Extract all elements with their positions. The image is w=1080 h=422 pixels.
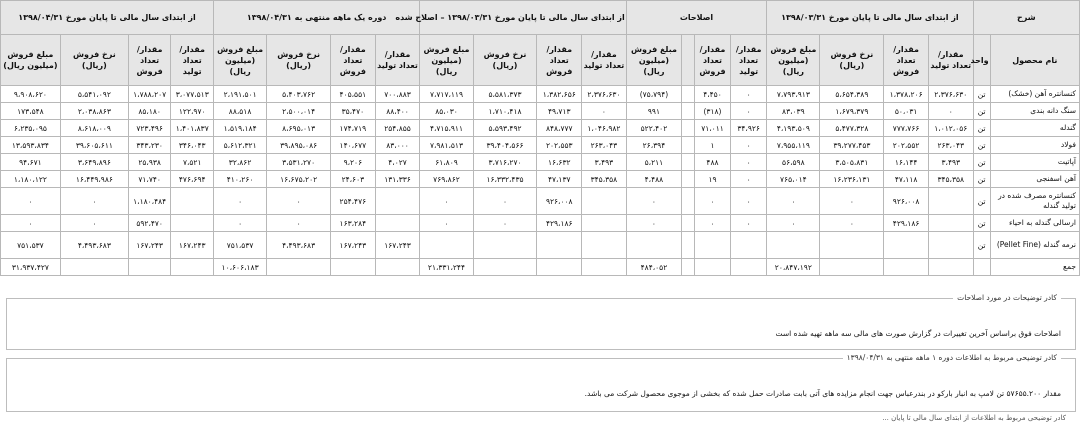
value-cell	[682, 86, 695, 103]
value-cell: ۳۴۳،۲۳۰	[128, 137, 171, 154]
value-cell: ۰	[473, 188, 537, 215]
value-cell: ۸۸،۴۰۰	[375, 103, 420, 120]
col-production-qty: مقدار/تعداد تولید	[582, 35, 627, 86]
value-cell: ۷،۵۲۱	[171, 154, 214, 171]
value-cell: ۵،۵۴۱،۰۹۲	[60, 86, 128, 103]
value-cell: ۷۱،۰۱۱	[694, 120, 730, 137]
header-month-0431: دوره یک ماهه منتهی به ۱۳۹۸/۰۴/۳۱	[213, 1, 419, 35]
value-cell: ۱،۱۸۰،۴۸۴	[128, 188, 171, 215]
table-row-total	[1, 259, 1080, 276]
value-cell: ۴۱۰،۲۶۰	[213, 171, 266, 188]
value-cell	[928, 232, 973, 259]
col-sales-qty: مقدار/تعداد فروش	[694, 35, 730, 86]
value-cell: ۲۴،۶۰۳	[331, 171, 376, 188]
col-sales-rate: نرخ فروش (ریال)	[820, 35, 884, 86]
value-cell: ۲۵۴،۴۷۶	[331, 188, 376, 215]
value-cell: ۴،۷۱۵،۹۱۱	[420, 120, 473, 137]
col-sales-rate: نرخ فروش (ریال)	[267, 35, 331, 86]
value-cell: ۱،۳۷۸،۲۰۶	[884, 86, 929, 103]
unit-cell: تن	[973, 232, 990, 259]
value-cell: ۱،۶۷۹،۳۷۹	[820, 103, 884, 120]
product-name-cell: کنسانتره مصرف شده در تولید گندله	[990, 188, 1079, 215]
product-name-cell: آپاتیت	[990, 154, 1079, 171]
unit-cell: تن	[973, 137, 990, 154]
value-cell: ۵،۶۵۴،۳۸۹	[820, 86, 884, 103]
value-cell: ۱۳۱،۳۳۶	[375, 171, 420, 188]
value-cell: ۰	[267, 215, 331, 232]
value-cell	[928, 188, 973, 215]
value-cell: ۰	[60, 188, 128, 215]
value-cell: ۲۰۲،۵۵۲	[884, 137, 929, 154]
col-sales-amount: مبلغ فروش (میلیون ریال)	[1, 35, 61, 86]
total-label: جمع	[990, 259, 1079, 276]
value-cell: ۰	[694, 215, 730, 232]
value-cell: ۳،۶۴۹،۸۹۶	[60, 154, 128, 171]
value-cell	[682, 120, 695, 137]
value-cell: ۰	[820, 215, 884, 232]
value-cell	[682, 154, 695, 171]
value-cell: ۸۵،۱۸۰	[128, 103, 171, 120]
value-cell: ۳،۰۷۷،۵۱۳	[171, 86, 214, 103]
table-row	[1, 188, 1080, 215]
table-body	[1, 86, 1080, 276]
value-cell	[582, 215, 627, 232]
table-row	[1, 232, 1080, 259]
adjustments-note-text: اصلاحات فوق براساس آخرین تغییرات در گزارش صورت های مالی سه ماهه تهیه شده است	[775, 329, 1061, 338]
value-cell: ۱۷۳،۵۴۸	[1, 103, 61, 120]
value-cell: ۳،۷۱۶،۲۷۰	[473, 154, 537, 171]
value-cell: ۱،۷۸۸،۲۰۷	[128, 86, 171, 103]
table-row	[1, 171, 1080, 188]
footer-note-title: کادر توضیحی مربوط به اطلاعات از ابتدای سال مالی تا پایان ...	[882, 414, 1066, 422]
value-cell: ۱۶،۲۳۶،۱۳۱	[820, 171, 884, 188]
value-cell: ۷،۹۵۵،۱۱۹	[767, 137, 820, 154]
total-amount-0431: ۳۱،۹۳۷،۴۲۷	[1, 259, 61, 276]
col-sales-rate: نرخ فروش (ریال)	[60, 35, 128, 86]
value-cell: ۳۹،۴۰۴،۵۶۶	[473, 137, 537, 154]
unit-cell: تن	[973, 86, 990, 103]
value-cell: ۱۶،۴۴۹،۹۸۶	[60, 171, 128, 188]
col-sales-qty: مقدار/تعداد فروش	[331, 35, 376, 86]
value-cell: ۳۹،۶۰۵،۶۱۱	[60, 137, 128, 154]
col-production-qty: مقدار/تعداد تولید	[731, 35, 767, 86]
total-amount-0331: ۲۰،۸۴۷،۱۹۲	[767, 259, 820, 276]
value-cell: ۴،۴۸۸	[626, 171, 681, 188]
value-cell: ۱۶۳،۲۸۴	[331, 215, 376, 232]
col-sales-qty: مقدار/تعداد فروش	[537, 35, 582, 86]
value-cell: ۱۶،۱۴۴	[884, 154, 929, 171]
value-cell: ۱،۰۱۲،۰۵۶	[928, 120, 973, 137]
value-cell: ۰	[420, 188, 473, 215]
value-cell: (۷۵،۷۹۴)	[626, 86, 681, 103]
header-period-0331-adjusted: از ابتدای سال مالی تا پایان مورخ ۱۳۹۸/۰۳/۳۱ – اصلاح شده	[420, 1, 626, 35]
value-cell: ۷،۷۱۷،۱۱۹	[420, 86, 473, 103]
product-name-cell: گندله	[990, 120, 1079, 137]
value-cell: ۱۶۷،۲۴۳	[375, 232, 420, 259]
value-cell: ۷۵۱،۵۳۷	[213, 232, 266, 259]
value-cell: ۱،۱۸۰،۱۲۲	[1, 171, 61, 188]
value-cell: ۷۰۰،۸۸۳	[375, 86, 420, 103]
value-cell: ۳،۵۰۵،۸۳۱	[820, 154, 884, 171]
month-note-text: مقدار ۵۷۶۵۵.۲۰۰ تن لامپ به انبار بارکو در بندرعباس جهت انجام مزایده های آتی بابت صادرات حمل شده که بخشی از موجوی محصول شرکت می باشد.	[584, 389, 1061, 398]
value-cell: ۰	[731, 154, 767, 171]
value-cell: ۵،۴۰۳،۷۶۲	[267, 86, 331, 103]
value-cell: ۴،۱۹۳،۵۰۹	[767, 120, 820, 137]
col-sales-qty: مقدار/تعداد فروش	[128, 35, 171, 86]
value-cell	[884, 232, 929, 259]
value-cell: ۵۶،۵۹۸	[767, 154, 820, 171]
value-cell: ۲،۳۷۶،۶۳۰	[928, 86, 973, 103]
value-cell: ۴۹،۷۱۳	[537, 103, 582, 120]
product-name-cell: آهن اسفنجی	[990, 171, 1079, 188]
value-cell: ۳۴۵،۳۵۸	[928, 171, 973, 188]
value-cell: ۵۲۲،۴۰۲	[626, 120, 681, 137]
value-cell: ۸۸،۵۱۸	[213, 103, 266, 120]
month-note-title: کادر توضیحی مربوط به اطلاعات دوره ۱ ماهه منتهی به ۱۳۹۸/۰۴/۳۱	[843, 353, 1061, 362]
col-sales-amount: مبلغ فروش (میلیون ریال)	[626, 35, 681, 86]
value-cell: ۹۹۱	[626, 103, 681, 120]
value-cell: ۶۱،۸۰۹	[420, 154, 473, 171]
value-cell: (۳۱۸)	[694, 103, 730, 120]
value-cell: ۲،۱۹۱،۵۰۱	[213, 86, 266, 103]
value-cell: ۴۷،۱۱۸	[884, 171, 929, 188]
value-cell: ۵۹۲،۴۷۰	[128, 215, 171, 232]
value-cell: ۹۴،۶۷۱	[1, 154, 61, 171]
table-row	[1, 86, 1080, 103]
value-cell: ۳۵،۴۷۰	[331, 103, 376, 120]
value-cell: ۲،۵۰۰،۰۱۴	[267, 103, 331, 120]
value-cell	[682, 103, 695, 120]
value-cell: ۱،۵۱۹،۱۸۴	[213, 120, 266, 137]
value-cell: ۱۶،۳۳۲،۴۳۵	[473, 171, 537, 188]
value-cell	[694, 232, 730, 259]
value-cell	[820, 232, 884, 259]
adjustments-note-box	[6, 293, 1076, 350]
total-amount-adjusted: ۲۱،۳۳۱،۲۴۴	[420, 259, 473, 276]
value-cell: ۷،۷۹۳،۹۱۳	[767, 86, 820, 103]
value-cell	[171, 188, 214, 215]
product-name-cell: فولاد	[990, 137, 1079, 154]
value-cell	[420, 232, 473, 259]
value-cell: ۳،۴۹۳	[928, 154, 973, 171]
value-cell: ۰	[267, 188, 331, 215]
value-cell: ۳۴۶،۰۴۳	[171, 137, 214, 154]
table-row	[1, 120, 1080, 137]
col-sales-rate	[682, 35, 695, 86]
value-cell: ۲۰۲،۵۵۳	[537, 137, 582, 154]
value-cell: ۵،۵۹۳،۴۹۲	[473, 120, 537, 137]
value-cell: ۰	[626, 188, 681, 215]
value-cell: ۱۲۲،۹۷۰	[171, 103, 214, 120]
value-cell: ۹،۲۰۶	[331, 154, 376, 171]
value-cell: ۴۰۵،۵۵۱	[331, 86, 376, 103]
value-cell: ۹۲۶،۰۰۸	[884, 188, 929, 215]
value-cell: ۳۴،۹۲۶	[731, 120, 767, 137]
value-cell	[537, 232, 582, 259]
value-cell: ۵۰،۰۳۱	[884, 103, 929, 120]
header-adjustments: اصلاحات	[626, 1, 766, 35]
table-row	[1, 154, 1080, 171]
value-cell: ۷۱،۷۴۰	[128, 171, 171, 188]
value-cell: ۰	[820, 188, 884, 215]
value-cell: ۱۶،۶۷۵،۲۰۲	[267, 171, 331, 188]
col-sales-rate: نرخ فروش (ریال)	[473, 35, 537, 86]
value-cell: ۰	[213, 188, 266, 215]
unit-cell: تن	[973, 171, 990, 188]
unit-cell: تن	[973, 154, 990, 171]
value-cell: ۱۹	[694, 171, 730, 188]
value-cell: ۰	[731, 215, 767, 232]
table-row	[1, 137, 1080, 154]
value-cell: ۱۶۷،۲۴۳	[331, 232, 376, 259]
value-cell: ۴،۴۵۰	[694, 86, 730, 103]
value-cell: ۰	[1, 188, 61, 215]
value-cell	[375, 188, 420, 215]
product-name-cell: ارسالی گندله به احیاء	[990, 215, 1079, 232]
col-production-qty: مقدار/تعداد تولید	[928, 35, 973, 86]
value-cell: ۶،۲۳۵،۰۹۵	[1, 120, 61, 137]
value-cell: ۴۲۹،۱۸۶	[884, 215, 929, 232]
value-cell: ۰	[420, 215, 473, 232]
value-cell	[682, 171, 695, 188]
value-cell	[928, 215, 973, 232]
value-cell: ۳،۴۹۳	[582, 154, 627, 171]
unit-cell: تن	[973, 215, 990, 232]
value-cell: ۱،۳۸۲،۶۵۶	[537, 86, 582, 103]
value-cell: ۹،۹۰۸،۶۲۰	[1, 86, 61, 103]
value-cell: ۳۴۵،۳۵۸	[582, 171, 627, 188]
value-cell: ۰	[731, 86, 767, 103]
value-cell: ۰	[1, 215, 61, 232]
value-cell: ۱،۷۱۰،۴۱۸	[473, 103, 537, 120]
value-cell: ۷،۹۸۱،۵۱۳	[420, 137, 473, 154]
month-note-box	[6, 353, 1076, 412]
product-name-cell: سنگ دانه بندی	[990, 103, 1079, 120]
value-cell	[682, 232, 695, 259]
product-name-cell: کنسانتره آهن (خشک)	[990, 86, 1079, 103]
total-amount-month: ۱۰،۶۰۶،۱۸۳	[213, 259, 266, 276]
col-sales-amount: مبلغ فروش (میلیون ریال)	[213, 35, 266, 86]
adjustments-note-title: کادر توضیحات در مورد اصلاحات	[953, 293, 1061, 302]
value-cell: ۱۶،۶۳۲	[537, 154, 582, 171]
value-cell: ۲۵،۹۳۸	[128, 154, 171, 171]
value-cell	[171, 215, 214, 232]
value-cell: ۱۳،۵۹۳،۸۳۴	[1, 137, 61, 154]
value-cell: ۲۶۳،۰۴۳	[928, 137, 973, 154]
value-cell: ۷۶۹،۸۶۲	[420, 171, 473, 188]
value-cell	[682, 137, 695, 154]
value-cell: ۰	[473, 215, 537, 232]
col-sales-amount: مبلغ فروش (میلیون ریال)	[767, 35, 820, 86]
value-cell: ۰	[731, 103, 767, 120]
value-cell: ۴۷۶،۶۹۴	[171, 171, 214, 188]
value-cell: ۰	[626, 215, 681, 232]
value-cell: ۵،۶۱۲،۳۲۱	[213, 137, 266, 154]
value-cell: ۰	[694, 188, 730, 215]
value-cell: ۱۴۰،۶۷۷	[331, 137, 376, 154]
value-cell: ۴،۴۹۳،۶۸۳	[60, 232, 128, 259]
value-cell: ۴،۴۹۳،۶۸۳	[267, 232, 331, 259]
value-cell: ۳،۵۳۱،۲۷۰	[267, 154, 331, 171]
value-cell: ۲،۳۷۶،۶۳۰	[582, 86, 627, 103]
value-cell: ۱	[694, 137, 730, 154]
value-cell: ۲۵۴،۸۵۵	[375, 120, 420, 137]
value-cell	[375, 215, 420, 232]
unit-cell: تن	[973, 103, 990, 120]
value-cell: ۵،۵۸۱،۳۷۳	[473, 86, 537, 103]
header-period-0331: از ابتدای سال مالی تا پایان مورخ ۱۳۹۸/۰۳/۳۱	[767, 1, 973, 35]
value-cell: ۵،۴۷۷،۳۲۸	[820, 120, 884, 137]
value-cell: ۹۲۶،۰۰۸	[537, 188, 582, 215]
value-cell: ۴۸۸	[694, 154, 730, 171]
value-cell: ۵،۲۱۱	[626, 154, 681, 171]
value-cell: ۲۶۳،۰۴۳	[582, 137, 627, 154]
value-cell	[626, 232, 681, 259]
unit-cell: تن	[973, 188, 990, 215]
value-cell: ۰	[60, 215, 128, 232]
value-cell: ۸۳،۰۰۰	[375, 137, 420, 154]
header-unit: واحد	[973, 35, 990, 86]
value-cell: ۳۹،۲۷۷،۴۵۳	[820, 137, 884, 154]
value-cell: ۱۶۷،۲۴۳	[171, 232, 214, 259]
value-cell: ۲،۰۳۸،۸۶۳	[60, 103, 128, 120]
value-cell: ۰	[582, 103, 627, 120]
value-cell	[682, 215, 695, 232]
total-amount-adjustments: ۴۸۴،۰۵۲	[626, 259, 681, 276]
value-cell: ۸۴۸،۷۷۷	[537, 120, 582, 137]
value-cell	[473, 232, 537, 259]
value-cell: ۴۲۹،۱۸۶	[537, 215, 582, 232]
col-production-qty: مقدار/تعداد تولید	[171, 35, 214, 86]
table-row	[1, 103, 1080, 120]
value-cell: ۰	[767, 188, 820, 215]
product-name-cell: نرمه گندله (Pellet Fine)	[990, 232, 1079, 259]
value-cell: ۸،۶۱۸،۰۰۹	[60, 120, 128, 137]
value-cell: ۱،۴۰۱،۸۳۷	[171, 120, 214, 137]
col-production-qty: مقدار/تعداد تولید	[375, 35, 420, 86]
value-cell: ۷۲۳،۴۹۶	[128, 120, 171, 137]
value-cell	[582, 232, 627, 259]
value-cell: ۸،۶۹۵،۰۱۳	[267, 120, 331, 137]
value-cell: ۱۷۴،۷۱۹	[331, 120, 376, 137]
value-cell: ۴،۰۲۷	[375, 154, 420, 171]
value-cell: ۰	[731, 171, 767, 188]
value-cell: ۷۵۱،۵۳۷	[1, 232, 61, 259]
header-description: شرح	[973, 1, 1079, 35]
unit-cell: تن	[973, 120, 990, 137]
value-cell: ۳۲،۸۶۲	[213, 154, 266, 171]
value-cell: ۲۶،۳۹۴	[626, 137, 681, 154]
value-cell: ۳۹،۸۹۵،۰۸۶	[267, 137, 331, 154]
value-cell: ۰	[213, 215, 266, 232]
col-sales-qty: مقدار/تعداد فروش	[884, 35, 929, 86]
value-cell	[731, 232, 767, 259]
value-cell: ۸۵،۰۳۰	[420, 103, 473, 120]
value-cell: ۰	[731, 188, 767, 215]
value-cell: ۷۶۵،۰۱۴	[767, 171, 820, 188]
table-row	[1, 215, 1080, 232]
header-product-name: نام محصول	[990, 35, 1079, 86]
value-cell: ۴۷،۱۳۷	[537, 171, 582, 188]
value-cell	[767, 232, 820, 259]
value-cell: ۸۳،۰۳۹	[767, 103, 820, 120]
value-cell: ۱۶۷،۲۴۳	[128, 232, 171, 259]
value-cell	[582, 188, 627, 215]
header-period-0431: از ابتدای سال مالی تا پایان مورخ ۱۳۹۸/۰۴/۳۱	[1, 1, 214, 35]
value-cell: ۷۷۷،۷۶۶	[884, 120, 929, 137]
value-cell: ۰	[928, 103, 973, 120]
col-sales-amount: مبلغ فروش (میلیون ریال)	[420, 35, 473, 86]
value-cell: ۱،۰۴۶،۹۸۲	[582, 120, 627, 137]
value-cell: ۰	[767, 215, 820, 232]
value-cell: ۰	[731, 137, 767, 154]
value-cell	[682, 188, 695, 215]
